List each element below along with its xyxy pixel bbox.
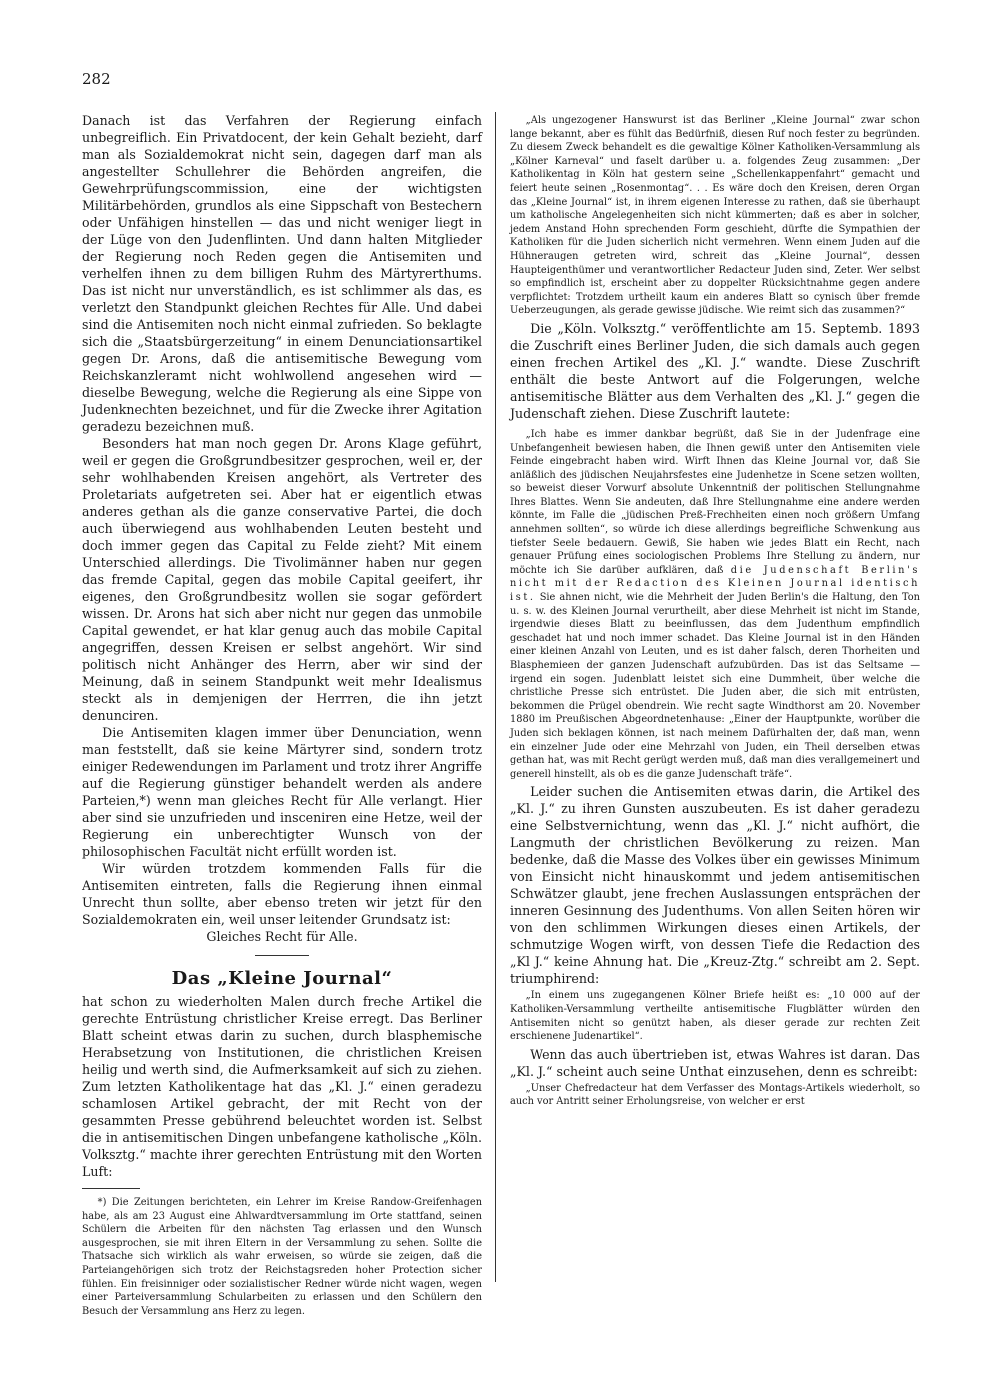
section-divider <box>255 955 309 956</box>
column-divider <box>495 112 496 1282</box>
quote-2-part-c: Sie ahnen nicht, wie die Mehrheit der Juden Berlin's die Haltung, den Ton u. s. w. des Kleinen Journal verurtheilt, aber diese Mehrheit ist nicht im Stande, irgendwie dieses Blatt zu beeinflussen, das dem Judenthum empfindlich geschadet hat und noch immer schadet. Das Kleine Journal ist in den Händen einer kleinen Anzahl von Leuten, und es ist daher falsch, deren Thorheiten und Blasphemieen der ganzen Judenschaft aufzubürden. Das ist das Seltsame — irgend ein sogen. Judenblatt leistet sich eine Dummheit, über welche die christliche Presse sich entrüstet. Die Juden aber, die sich mit entrüsten, bekommen die Prügel obendrein. Wie recht sagte Windthorst am 20. November 1880 im Preußischen Abgeordnetenhause: „Einer der Hauptpunkte, worüber die Juden sich beklagen können, ist nach meinem Dafürhalten der, daß man, wenn ein einzelner Jude oder eine Mehrzahl von Juden, ein Theil derselben etwas gethan hat, was mit Recht gerügt werden muß, daß man dies verallgemeinert und generell hinstellt, als ob es die ganze Judenschaft träfe“. <box>510 592 920 780</box>
quote-2-spaced: die Judenschaft Berlin's nicht mit der Redaction des Kleinen Journal identisch ist. <box>510 564 920 604</box>
quote-4: „Unser Chefredacteur hat dem Verfasser des Montags-Artikels wiederholt, so auch vor Antritt seiner Erholungsreise, von welcher er erst <box>510 1082 920 1108</box>
left-paragraph-2: Besonders hat man noch gegen Dr. Arons Klage geführt, weil er gegen die Großgrundbesitzer gesprochen, weil er, der sehr wohlhabenden Kreisen angehört, als Vertreter des Proletariats aufgetreten sei. Aber hat er eigentlich etwas anderes gethan als die ganze conservative Partei, die doch auch überwiegend aus wohlhabenden Leuten besteht und doch immer gegen das Capital zu Felde zieht? Mit einem Unterschied allerdings. Die Tivolimänner haben nur gegen das fremde Capital, gegen das mobile Capital geeifert, ihr eigenes, den Großgrundbesitz wollen sie sogar gefördert wissen. Dr. Arons hat sich aber nicht nur gegen das unmobile Capital gewendet, er hat klar genug auch das mobile Capital angegriffen, dessen Kreisen er selbst angehört. Wir sind politisch nicht Anhänger des Herrn, aber wir sind der Meinung, daß in seinem Standpunkt weit mehr Idealismus steckt als in demjenigen der Herrren, die ihn jetzt denunciren. <box>82 436 482 723</box>
footnote <box>82 1196 482 1318</box>
quote-2-part-a: „Ich habe es immer dankbar begrüßt, daß Sie in der Judenfrage eine Unbefangenheit bewiesen haben, die Ihnen gewiß unter den Antisemiten viele Feinde eingebracht haben wird. Wirft Ihnen das Kleine Journal vor, daß Sie anläßlich des jüdischen Neujahrsfestes eine Judenhetze in Scene setzen wollten, so beweist dieser Vorwurf absolute Unkenntniß der politischen Stellungnahme Ihres Blattes. Wenn Sie andeuten, daß Ihre Stellungnahme eine andere werden könnte, im Falle die „jüdischen Preß-Frechheiten einen noch größern Umfang annehmen sollten“, so würde ich diese allerdings begreifliche Schwenkung aus tiefster Seele bedauern. Gewiß, Sie haben wie jedes Blatt ein Recht, nach genauer Prüfung eines sociologischen Problems Ihre Stellung zu ändern, nur möchte ich Sie darüber aufklären, daß <box>510 428 920 576</box>
quote-zuschrift <box>510 428 920 781</box>
right-paragraph-2: Leider suchen die Antisemiten etwas darin, die Artikel des „Kl. J.“ zu ihren Gunsten auszubeuten. Es ist daher geradezu eine Selbstvernichtung, wenn das „Kl. J.“ nicht aufhört, die Langmuth der christlichen Bevölkerung zu reizen. Man bedenke, daß die Masse des Volkes über ein gewisses Minimum von Einsicht nicht hinauskommt und jedem antisemitischen Schwätzer glaubt, jene frechen Auslassungen entsprächen der inneren Gesinnung des Judenthums. Von allen Seiten hören wir von den schlimmen Wirkungen dieses einen Artikels, der schmutzige Wogen wirft, von dessen Tiefe die Redaction des „Kl J.“ keine Ahnung hat. Die „Kreuz-Ztg.“ schreibt am 2. Sept. triumphirend: <box>510 784 920 987</box>
left-paragraph-3: Die Antisemiten klagen immer über Denunciation, wenn man feststellt, daß sie keine Märtyrer sind, sondern trotz einiger Redewendungen im Parlament und trotz ihrer Angriffe auf die Regierung günstiger behandelt werden als andere Parteien,*) wenn man gleiches Recht für Alle verlangt. Hier aber sind sie unzufrieden und insceniren eine Hetze, weil der Regierung ein unberechtigter Wunsch von der philosophischen Facultät nicht erfüllt worden ist. <box>82 725 482 859</box>
right-column <box>510 112 920 1111</box>
left-paragraph-5: hat schon zu wiederholten Malen durch freche Artikel die gerechte Entrüstung christlicher Kreise erregt. Das Berliner Blatt scheint etwas darin zu suchen, durch blasphemische Herabsetzung von Institutionen, die christlichen Kreisen heilig und werth sind, die Aufmerksamkeit auf sich zu ziehen. Zum letzten Katholikentage hat das „Kl. J.“ einen geradezu schamlosen Artikel gebracht, der mit Recht von der gesammten Presse gebührend beleuchtet worden ist. Selbst die in antisemitischen Dingen unbefangene katholische „Köln. Volksztg.“ machte ihrer gerechten Entrüstung mit den Worten Luft: <box>82 994 482 1179</box>
quote-2 <box>510 428 920 781</box>
quote-kreuz-ztg <box>510 989 920 1043</box>
quote-3: „In einem uns zugegangenen Kölner Briefe heißt es: „10 000 auf der Katholiken-Versammlung vertheilte antisemitische Flugblätter würden den Antisemiten nicht so genützt haben, als dieser gerade zur rechten Zeit erschienene Judenartikel“. <box>510 990 920 1043</box>
footnote-text: *) Die Zeitungen berichteten, ein Lehrer im Kreise Randow-Greifenhagen habe, als am 23 August eine Ahlwardtversammlung im Orte stattfand, seinen Schülern die Arbeiten für den nächsten Tag erlassen und den Wunsch ausgesprochen, sie mit ihren Eltern in der Versammlung zu sehen. Sollte die Thatsache sich wirklich als wahr erweisen, so würde sie zeigen, daß die Parteiangehörigen sich trotz der Reichstagsreden hoher Protection sicher fühlen. Ein freisinniger oder sozialistischer Redner würde nicht wagen, wegen einer Parteiversammlung Schularbeiten zu erlassen und den Schülern den Besuch der Versammlung ans Herz zu legen. <box>82 1197 482 1317</box>
motto: Gleiches Recht für Alle. <box>206 929 358 944</box>
right-paragraph-3: Wenn das auch übertrieben ist, etwas Wahres ist daran. Das „Kl. J.“ scheint auch seine Unthat einzusehen, denn es schreibt: <box>510 1046 920 1079</box>
left-paragraph-1: Danach ist das Verfahren der Regierung einfach unbegreiflich. Ein Privatdocent, der kein Gehalt bezieht, darf man als Sozialdemokrat nicht sein, dagegen darf man als angestellter Schullehrer die Behörden angreifen, die Gewehrprüfungscommission, eine der wichtigsten Militärbehörden, grundlos als eine Sippschaft von Bestechern oder Unfähigen hinstellen — das und nicht weniger liegt in der Lüge von den Judenflinten. Und dann halten Mitglieder der Regierung noch Reden gegen die Antisemiten und verhelfen ihnen zu dem billigen Ruhm des Märtyrerthums. Das ist nicht nur unverständlich, es ist schlimmer als das, es verletzt den Standpunkt gleichen Rechtes für Alle. Und dabei sind die Antisemiten noch nicht einmal zufrieden. So beklagte sich die „Staatsbürgerzeitung“ in einem Denunciationsartikel gegen Dr. Arons, daß die antisemitische Bewegung vom Reichskanzleramt nicht wohlwollend angesehen wird — dieselbe Bewegung, welche die Regierung als eine Sippe von Judenknechten bezeichnet, und für die Zwecke ihrer Agitation geradezu bezeichnen muß. <box>82 113 482 434</box>
section-heading: Das „Kleine Journal“ <box>171 968 393 989</box>
left-column <box>82 112 482 1318</box>
footnote-rule <box>82 1188 140 1189</box>
left-paragraph-4: Wir würden trotzdem kommenden Falls für die Antisemiten eintreten, falls die Regierung ihnen einmal Unrecht thun sollte, aber ebenso treten wir jetzt für den Sozialdemokraten ein, weil unser leitender Grundsatz ist: <box>82 861 482 927</box>
right-paragraph-1: Die „Köln. Volksztg.“ veröffentlichte am 15. Septemb. 1893 die Zuschrift eines Berliner Juden, die sich damals auch gegen einen frechen Artikel des „Kl. J.“ wandte. Diese Zuschrift enthält die beste Antwort auf die Folgerungen, welche antisemitische Blätter aus dem Verhalten des „Kl. J.“ gegen die Judenschaft ziehen. Diese Zuschrift lautete: <box>510 320 920 421</box>
quote-1: „Als ungezogener Hanswurst ist das Berliner „Kleine Journal“ zwar schon lange bekannt, aber es fühlt das Bedürfniß, diesen Ruf noch fester zu begründen. Zu diesem Zweck behandelt es die gewaltige Kölner Katholiken-Versammlung als „Kölner Karneval“ und faselt darüber u. a. folgendes Zeug zusammen: „Der Katholikentag in Köln hat gestern seine „Schellenkappenfahrt“ gemacht und feiert heute seinen „Rosenmontag“. . . Es wäre doch den Kreisen, deren Organ das „Kleine Journal“ ist, in ihrem eigenen Interesse zu rathen, daß sie überhaupt um katholische Angelegenheiten sich nicht kümmerten; daß es aber in solcher, jedem Anstand Hohn sprechenden Form geschieht, dürfte die Sympathien der Katholiken für die Juden sicherlich nicht vermehren. Wenn einem Juden auf die Hühneraugen getreten wird, schreit das „Kleine Journal“, dessen Haupteigenthümer und verantwortlicher Redacteur Juden sind, Zeter. Wer selbst so empfindlich ist, erscheint aber zu doppelter Rücksichtnahme gegen andere verpflichtet: Trotzdem urtheilt kaum ein anderes Blatt so cynisch über fremde Ueberzeugungen, als gerade gewisse jüdische. Wie reimt sich das zusammen?“ <box>510 115 920 317</box>
quote-koeln-volksztg <box>510 114 920 318</box>
quote-kl-j <box>510 1082 920 1109</box>
page-number: 282 <box>82 70 111 88</box>
